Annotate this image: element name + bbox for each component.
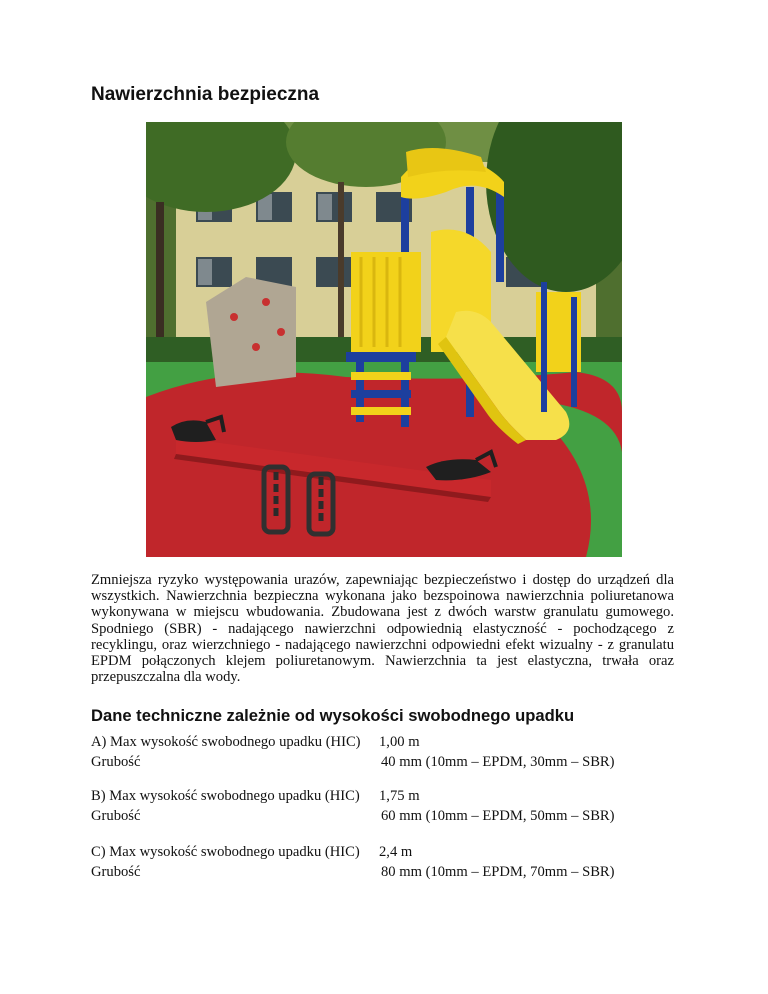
spec-height-row bbox=[91, 843, 691, 863]
spec-thickness-value: 40 mm (10mm – EPDM, 30mm – SBR) bbox=[381, 754, 615, 770]
section-title: Dane techniczne zależnie od wysokości swobodnego upadku bbox=[91, 706, 575, 725]
spec-thickness-label: Grubość bbox=[91, 864, 141, 880]
spec-height-value: 2,4 m bbox=[379, 844, 413, 860]
spec-block-b bbox=[91, 787, 691, 827]
spec-thickness-row bbox=[91, 807, 691, 827]
description-paragraph: Zmniejsza ryzyko występowania urazów, zapewniając bezpieczeństwo i dostęp do urządzeń dla wszystkich. Nawierzchnia bezpieczna wykonana jako bezspoinowa nawierzchnia poliuretanowa wykonywana w miejscu wbudowania. Zbudowana jest z dwóch warstw granulatu gumowego. Spodniego (SBR) - nadającego nawierzchni odpowiednią elastyczność - pochodzącego z recyklingu, oraz wierzchniego - nadającego nawierzchni odpowiedni efekt wizualny - z granulatu EPDM połączonych klejem poliuretanowym. Nawierzchnia ta jest elastyczna, trwała oraz przepuszczalna dla wody. bbox=[91, 572, 674, 686]
spec-height-value: 1,75 m bbox=[379, 788, 420, 804]
spec-block-c bbox=[91, 843, 691, 883]
spec-thickness-value: 60 mm (10mm – EPDM, 50mm – SBR) bbox=[381, 808, 615, 824]
spec-thickness-label: Grubość bbox=[91, 754, 141, 770]
spec-height-label: C) Max wysokość swobodnego upadku (HIC) bbox=[91, 844, 360, 860]
spec-thickness-row bbox=[91, 753, 691, 773]
spec-thickness-row bbox=[91, 863, 691, 883]
spec-height-label: B) Max wysokość swobodnego upadku (HIC) bbox=[91, 788, 360, 804]
spec-height-row bbox=[91, 787, 691, 807]
spec-thickness-label: Grubość bbox=[91, 808, 141, 824]
playground-photo bbox=[146, 122, 622, 557]
page-title: Nawierzchnia bezpieczna bbox=[91, 84, 320, 105]
spec-height-value: 1,00 m bbox=[379, 734, 420, 750]
spec-block-a bbox=[91, 733, 691, 773]
spec-height-row bbox=[91, 733, 691, 753]
spec-height-label: A) Max wysokość swobodnego upadku (HIC) bbox=[91, 734, 361, 750]
spec-thickness-value: 80 mm (10mm – EPDM, 70mm – SBR) bbox=[381, 864, 615, 880]
